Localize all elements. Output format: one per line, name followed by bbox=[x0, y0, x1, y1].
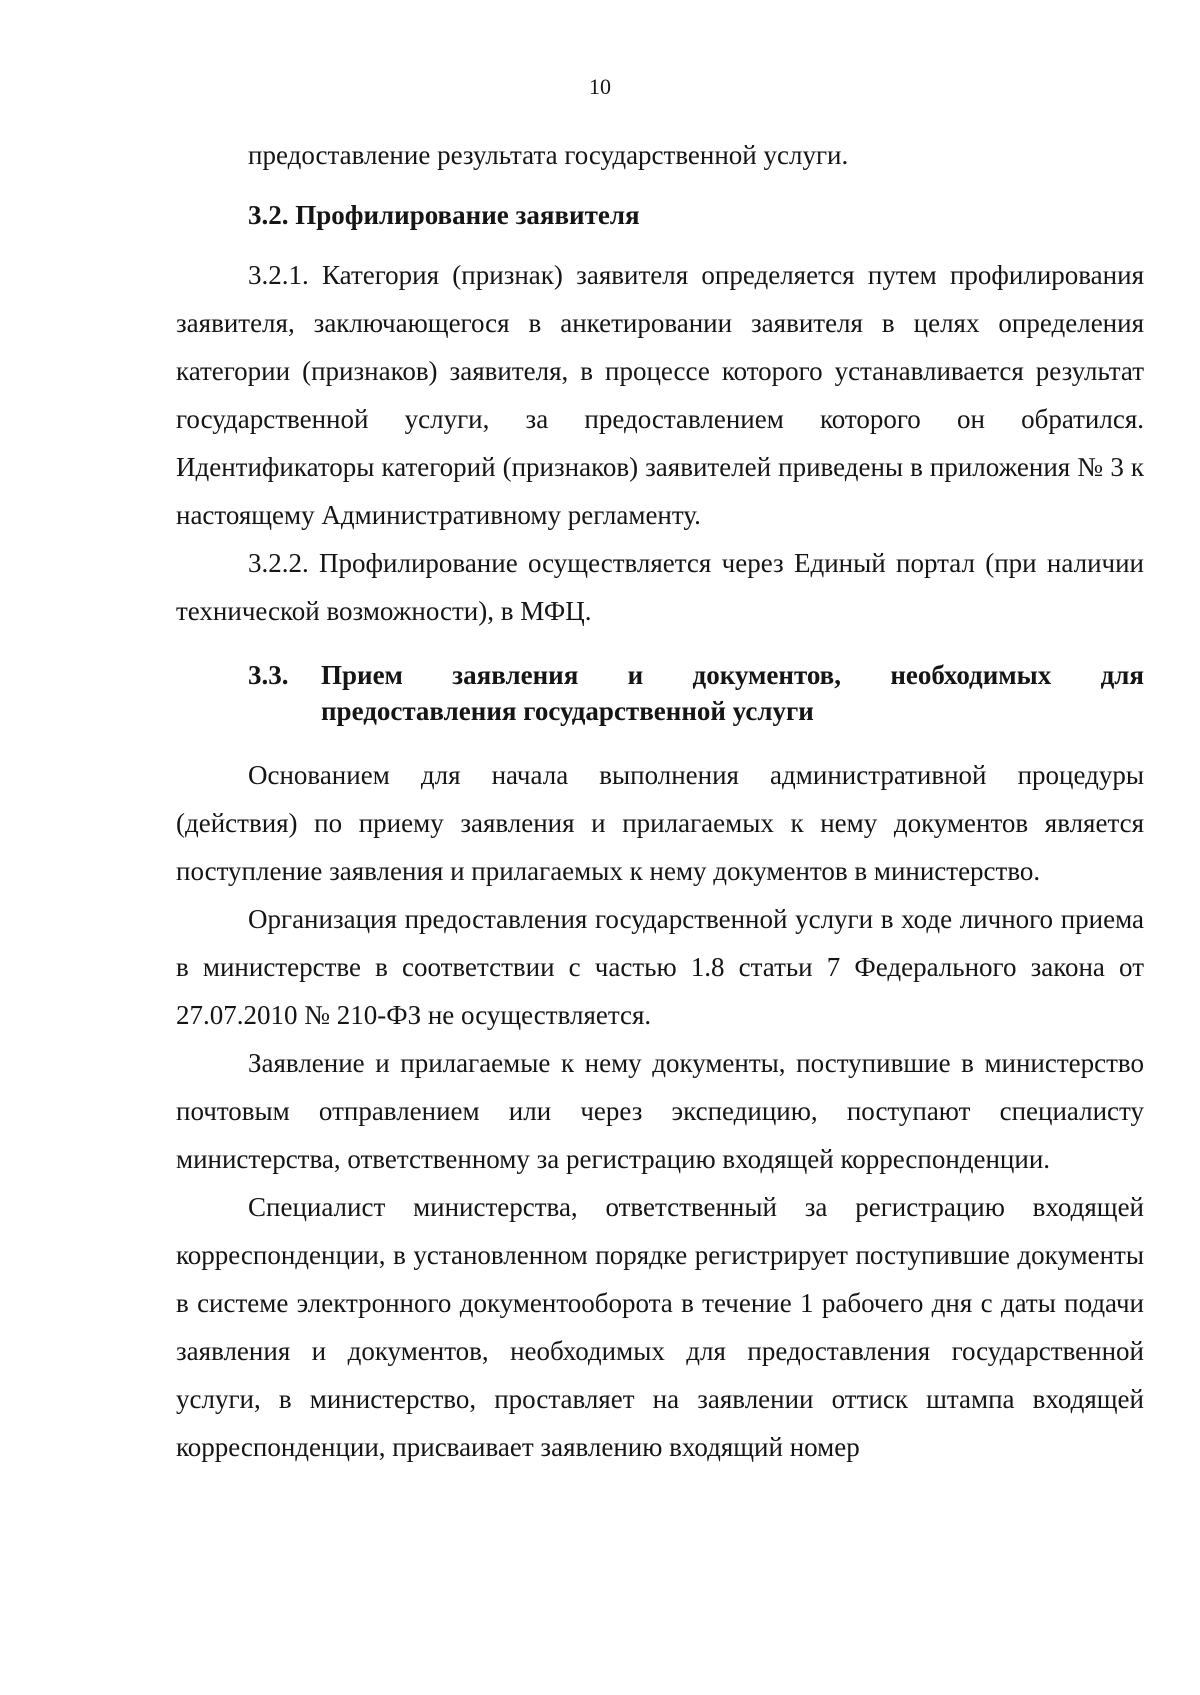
section-title-line-1: Прием заявления и документов, необходимых для bbox=[321, 660, 1144, 690]
section-title bbox=[321, 657, 1144, 729]
paragraph-3-2-2: 3.2.2. Профилирование осуществляется через Единый портал (при наличии технической возможности), в МФЦ. bbox=[176, 548, 1144, 626]
paragraph-mail-submission: Заявление и прилагаемые к нему документы, поступившие в министерство почтовым отправлением или через экспедицию, поступают специалисту министерства, ответственному за регистрацию входящей корреспонденции. bbox=[176, 1048, 1144, 1174]
section-heading-3-2: 3.2. Профилирование заявителя bbox=[248, 200, 640, 230]
paragraph-continuation: предоставление результата государственной услуги. bbox=[248, 140, 849, 170]
paragraph-3-2-1: 3.2.1. Категория (признак) заявителя определяется путем профилирования заявителя, заключающегося в анкетировании заявителя в целях определения категории (признаков) заявителя, в процессе которого устанавливается результат государственной услуги, за предоставлением которого он обратился. Идентификаторы категорий (признаков) заявителей приведены в приложения № 3 к настоящему Административному регламенту. bbox=[176, 260, 1144, 530]
page-number: 10 bbox=[589, 74, 611, 99]
paragraph-personal-reception: Организация предоставления государственной услуги в ходе личного приема в министерстве в соответствии с частью 1.8 статьи 7 Федерального закона от 27.07.2010 № 210-ФЗ не осуществляется. bbox=[176, 904, 1144, 1030]
document-body bbox=[176, 131, 1144, 1471]
section-number: 3.3. bbox=[248, 660, 289, 690]
section-title-line-2: предоставления государственной услуги bbox=[321, 696, 814, 726]
paragraph-registration: Специалист министерства, ответственный за регистрацию входящей корреспонденции, в установленном порядке регистрирует поступившие документы в системе электронного документооборота в течение 1 рабочего дня с даты подачи заявления и документов, необходимых для предоставления государственной услуги, в министерство, проставляет на заявлении оттиск штампа входящей корреспонденции, присваивает заявлению входящий номер bbox=[176, 1192, 1144, 1462]
paragraph-basis: Основанием для начала выполнения административной процедуры (действия) по приему заявления и прилагаемых к нему документов является поступление заявления и прилагаемых к нему документов в министерство. bbox=[176, 760, 1144, 886]
section-heading-3-3 bbox=[176, 657, 1144, 729]
